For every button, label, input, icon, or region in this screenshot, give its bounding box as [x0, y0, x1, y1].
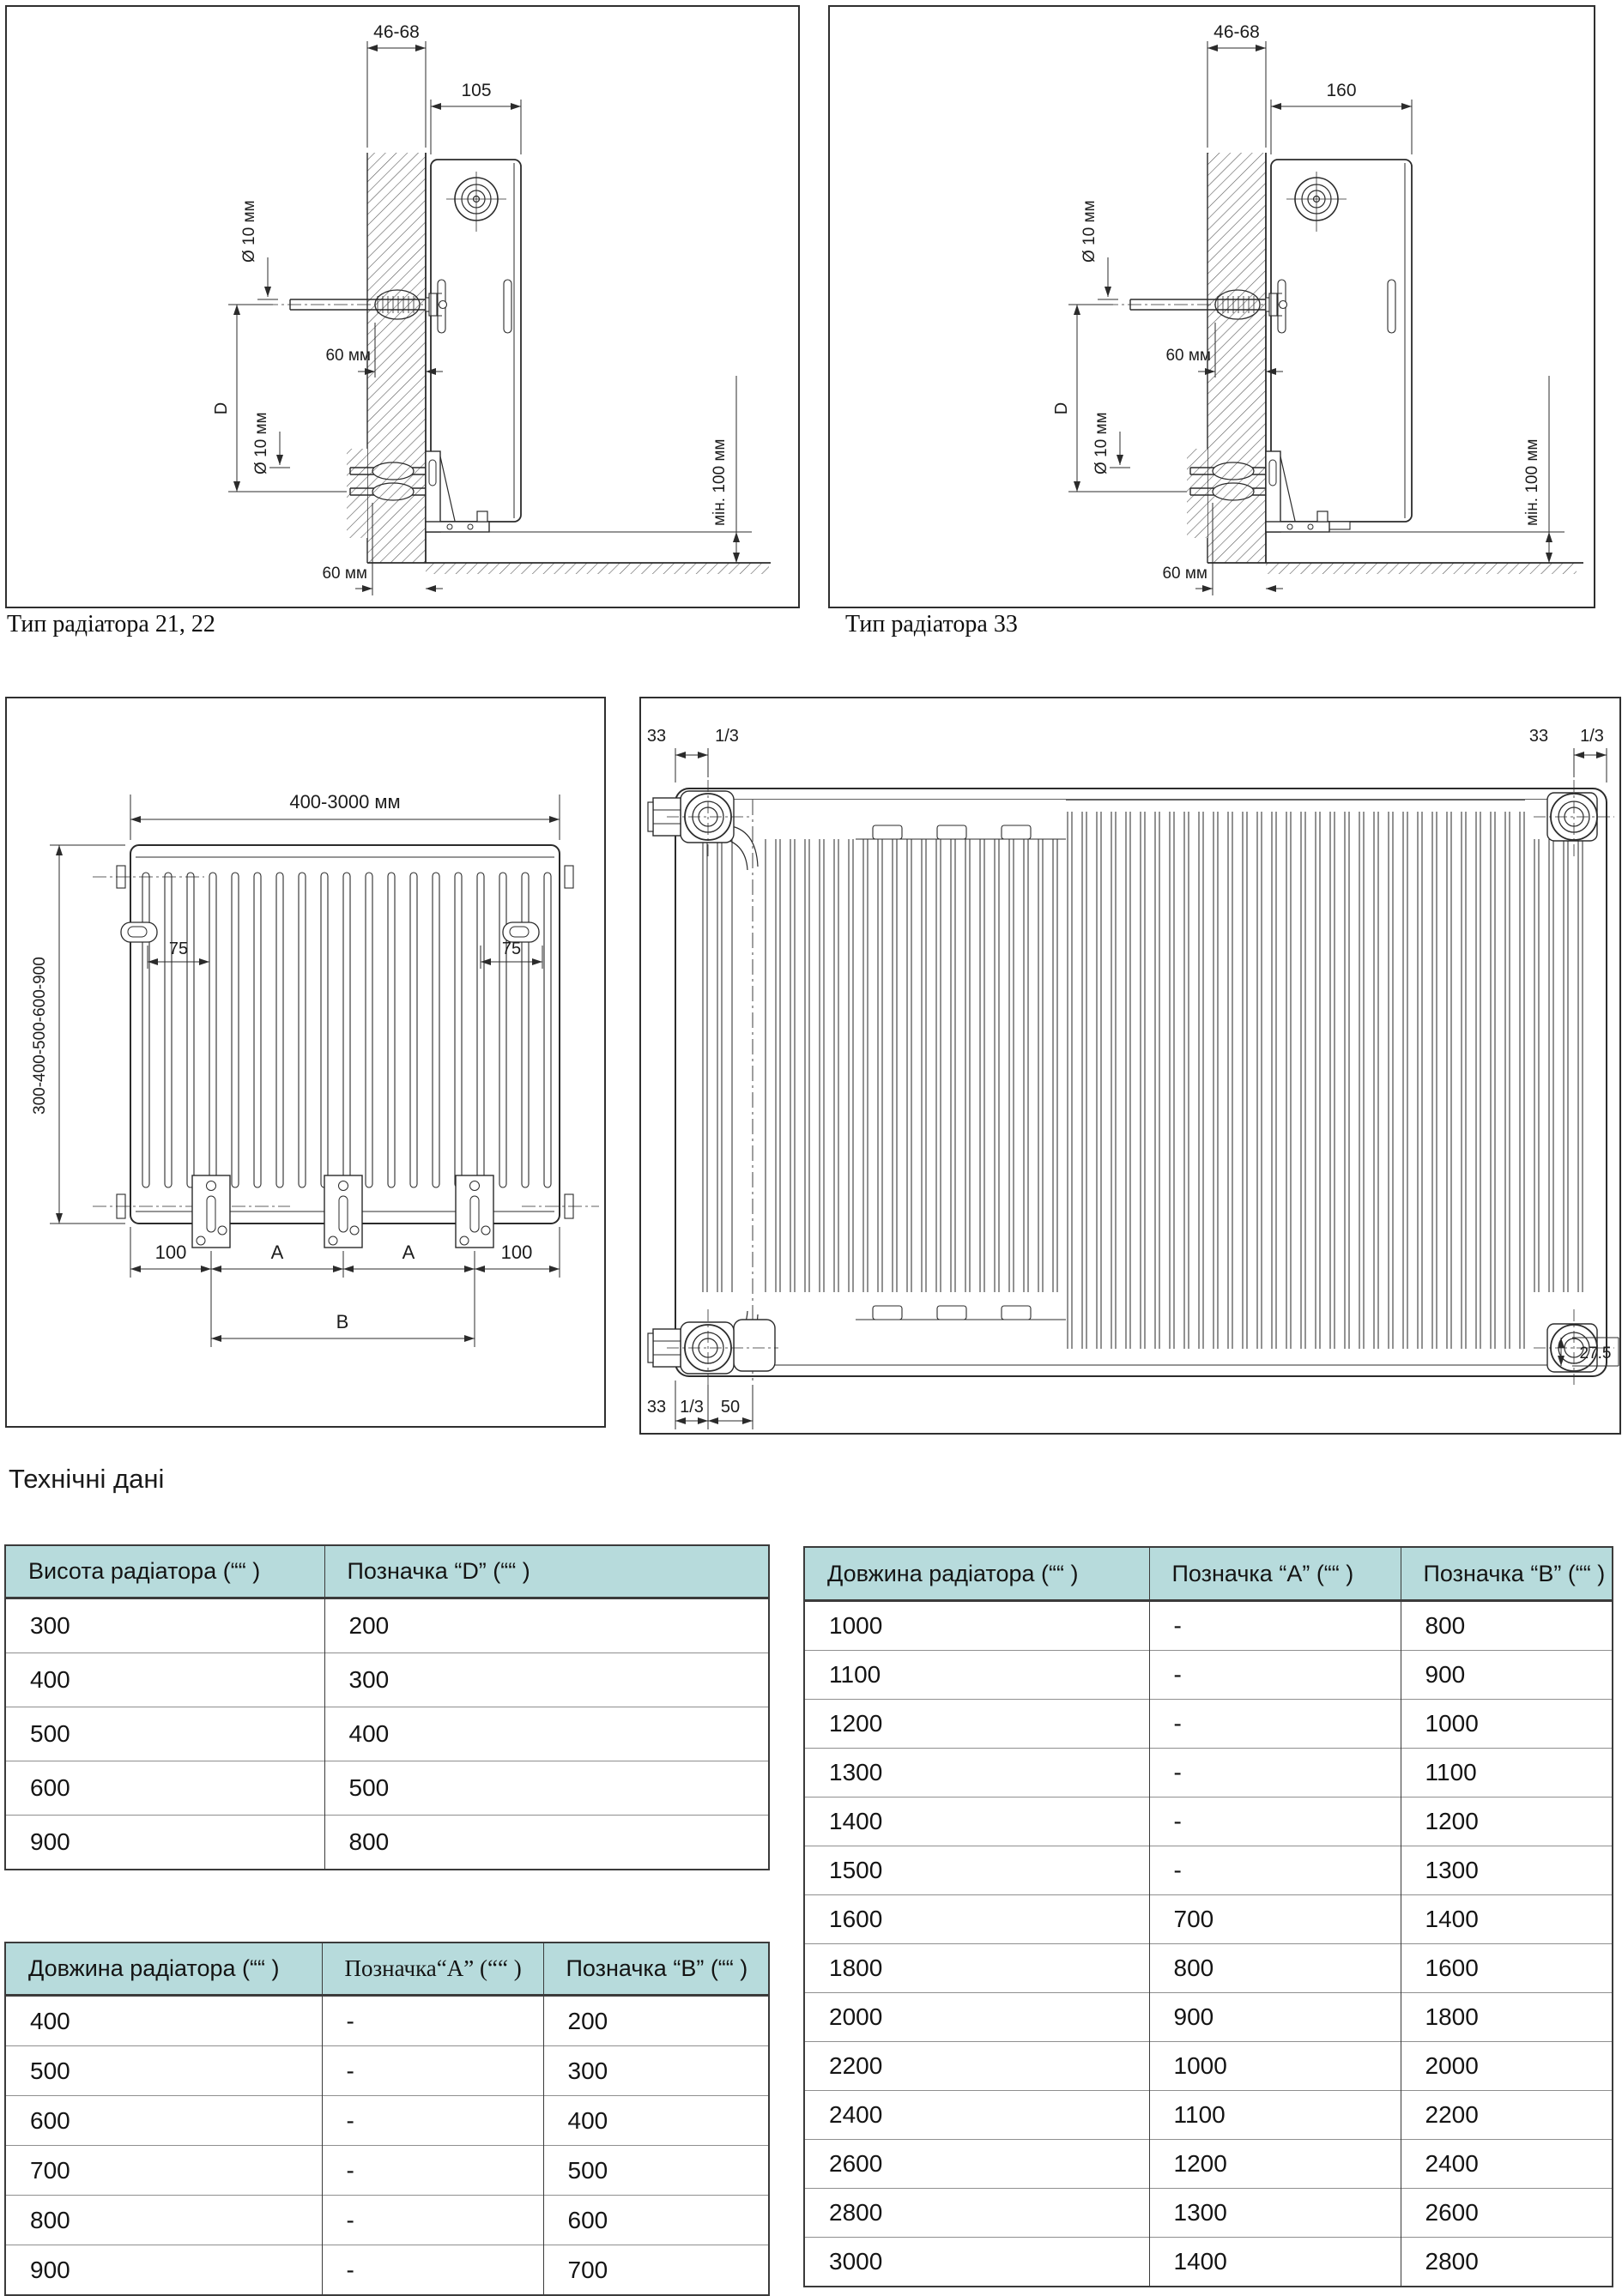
caption-type-21-22: Тип радіатора 21, 22: [7, 611, 215, 637]
table-cell: 1300: [1149, 2189, 1401, 2238]
table-cell: -: [322, 2245, 543, 2296]
table-row: [804, 1944, 1613, 1993]
table-cell: 1200: [1149, 2140, 1401, 2189]
table-row: [804, 1846, 1613, 1895]
table-cell: 600: [5, 1761, 324, 1816]
dim-bracket-right: 75: [501, 940, 522, 958]
dim-edge-right: 100: [500, 1242, 533, 1263]
table-row: [804, 2042, 1613, 2091]
table-row: [5, 1653, 769, 1707]
floor-hatch: [1266, 563, 1577, 574]
table-cell: 400: [324, 1707, 769, 1761]
table-cell: 200: [324, 1598, 769, 1653]
table-header-row: [5, 1943, 769, 1996]
dim-hole-bottom: Ø 10 мм: [1092, 412, 1111, 474]
table-row: [804, 2140, 1613, 2189]
table-row: [804, 2091, 1613, 2140]
dim-edge-left: 100: [154, 1242, 187, 1263]
table-row: [804, 2189, 1613, 2238]
table-cell: 1000: [1401, 1700, 1613, 1749]
table-cell: 300: [5, 1598, 324, 1653]
table-cell: 3000: [804, 2238, 1149, 2287]
table-cell: 1000: [1149, 2042, 1401, 2091]
pipe-stub-top-right: [565, 866, 573, 888]
table-cell: 1200: [804, 1700, 1149, 1749]
table-cell: 2000: [804, 1993, 1149, 2042]
table-cell: 2600: [804, 2140, 1149, 2189]
table-cell: 900: [1149, 1993, 1401, 2042]
table-cell: 1100: [1149, 2091, 1401, 2140]
table-header-row: [804, 1547, 1613, 1601]
table-cell: 1600: [1401, 1944, 1613, 1993]
table-cell: 700: [1149, 1895, 1401, 1944]
dim-bracket-left: 75: [168, 940, 189, 958]
mount-slot-right: [1388, 280, 1395, 333]
table-cell: -: [1149, 1846, 1401, 1895]
front-view-drawing: [7, 698, 604, 1426]
table-radiator-length-small: [4, 1942, 770, 2296]
table-cell: 600: [543, 2196, 769, 2245]
dim-hole-top: Ø 10 мм: [1080, 200, 1098, 263]
table-cell: -: [1149, 1601, 1401, 1651]
dim-length-range: 400-3000 мм: [289, 791, 401, 813]
table-cell: 2800: [1401, 2238, 1613, 2287]
dim-top-left-third: 1/3: [715, 727, 739, 746]
dim-depth: 160: [1326, 81, 1357, 100]
table-cell: 1300: [804, 1749, 1149, 1798]
table-row: [5, 2196, 769, 2245]
dim-hole-top: Ø 10 мм: [240, 200, 258, 263]
side-view-type-21-22-drawing: [7, 7, 798, 607]
table-cell: -: [322, 2146, 543, 2196]
column-header: Позначка “А” (““ ): [1149, 1547, 1401, 1601]
side-view-type-33-drawing: [830, 7, 1594, 607]
table-row: [5, 1816, 769, 1870]
dim-floor-clearance: мін. 100 мм: [1523, 438, 1541, 526]
dim-wall-gap: 46-68: [1213, 22, 1260, 42]
table-cell: 700: [5, 2146, 322, 2196]
table-cell: 900: [5, 2245, 322, 2296]
dim-height-mark: D: [1052, 402, 1071, 415]
dim-span-b: B: [336, 1311, 349, 1332]
figure-front-view: [5, 697, 606, 1428]
section-title: Технічні дані: [9, 1464, 165, 1494]
dim-inset-top: 60 мм: [1165, 347, 1211, 365]
table-row: [804, 1601, 1613, 1651]
dim-depth: 105: [461, 81, 492, 100]
table-row: [5, 1761, 769, 1816]
dim-inset-bottom: 60 мм: [1162, 565, 1207, 583]
radiator-fins: [763, 812, 1589, 1349]
table-row: [5, 2245, 769, 2296]
panel-view-drawing: [641, 698, 1619, 1433]
radiator-body: [1271, 160, 1412, 522]
column-header: Висота радіатора (““ ): [5, 1545, 324, 1598]
dim-span-a2: A: [402, 1242, 415, 1263]
figure-side-view-type-33: [828, 5, 1595, 608]
dim-top-left-33: 33: [646, 727, 667, 746]
table-cell: 500: [5, 1707, 324, 1761]
column-header: Позначка “В” (““ ): [1401, 1547, 1613, 1601]
table-cell: 400: [5, 1996, 322, 2046]
dim-top-right-third: 1/3: [1580, 727, 1604, 746]
dim-span-a1: A: [270, 1242, 284, 1263]
table-cell: 1400: [804, 1798, 1149, 1846]
column-header: Позначка “D” (““ ): [324, 1545, 769, 1598]
table-cell: 2400: [804, 2091, 1149, 2140]
table-cell: 1100: [1401, 1749, 1613, 1798]
table-cell: 500: [5, 2046, 322, 2096]
table-cell: 500: [324, 1761, 769, 1816]
table-row: [804, 2238, 1613, 2287]
dim-height-mark: D: [212, 402, 231, 415]
table-radiator-height: [4, 1544, 770, 1870]
table-cell: 900: [1401, 1651, 1613, 1700]
table-row: [5, 1598, 769, 1653]
floor-hatch: [426, 563, 769, 574]
dim-floor-clearance: мін. 100 мм: [711, 438, 729, 526]
radiator-drain: [1328, 522, 1350, 529]
table-radiator-length-large: [803, 1546, 1613, 2287]
figure-side-view-type-21-22: [5, 5, 800, 608]
wall-hatch: [1207, 153, 1266, 563]
table-cell: 400: [5, 1653, 324, 1707]
table-cell: 2600: [1401, 2189, 1613, 2238]
table-cell: 1300: [1401, 1846, 1613, 1895]
table-cell: 2200: [1401, 2091, 1613, 2140]
dim-inset-top: 60 мм: [325, 347, 371, 365]
table-row: [804, 1700, 1613, 1749]
dim-bottom-left-third: 1/3: [680, 1398, 704, 1417]
dim-bottom-left-50: 50: [720, 1398, 741, 1417]
table-cell: 1800: [1401, 1993, 1613, 2042]
figure-panel-view: [639, 697, 1621, 1435]
dim-bottom-left-33: 33: [646, 1398, 667, 1417]
table-cell: 1400: [1149, 2238, 1401, 2287]
dim-bottom-right-offset: 27.5: [1579, 1344, 1612, 1362]
dim-top-right-33: 33: [1528, 727, 1549, 746]
table-cell: -: [1149, 1749, 1401, 1798]
table-row: [804, 1993, 1613, 2042]
table-row: [804, 1651, 1613, 1700]
table-cell: 400: [543, 2096, 769, 2146]
table-cell: 1200: [1401, 1798, 1613, 1846]
table-cell: -: [322, 1996, 543, 2046]
table-cell: -: [1149, 1798, 1401, 1846]
table-row: [804, 1798, 1613, 1846]
table-row: [5, 1707, 769, 1761]
table-cell: 2000: [1401, 2042, 1613, 2091]
table-cell: 900: [5, 1816, 324, 1870]
dim-height-range: 300-400-500-600-900: [31, 957, 49, 1115]
table-cell: 1800: [804, 1944, 1149, 1993]
table-cell: -: [322, 2046, 543, 2096]
table-cell: 2800: [804, 2189, 1149, 2238]
table-cell: 500: [543, 2146, 769, 2196]
table-cell: 2400: [1401, 2140, 1613, 2189]
table-cell: 300: [324, 1653, 769, 1707]
table-row: [804, 1749, 1613, 1798]
table-row: [5, 2096, 769, 2146]
table-cell: 300: [543, 2046, 769, 2096]
dim-inset-bottom: 60 мм: [322, 565, 367, 583]
table-row: [5, 1996, 769, 2046]
table-row: [5, 2046, 769, 2096]
caption-type-33: Тип радіатора 33: [845, 611, 1018, 637]
table-cell: 1400: [1401, 1895, 1613, 1944]
table-cell: 600: [5, 2096, 322, 2146]
column-header: Позначка“А” (““ ): [322, 1943, 543, 1996]
table-cell: 2200: [804, 2042, 1149, 2091]
radiator-fins-left: [694, 812, 734, 1349]
table-cell: -: [1149, 1700, 1401, 1749]
table-cell: 800: [1401, 1601, 1613, 1651]
table-cell: 200: [543, 1996, 769, 2046]
table-row: [5, 2146, 769, 2196]
table-cell: 800: [1149, 1944, 1401, 1993]
column-header: Довжина радіатора (““ ): [804, 1547, 1149, 1601]
mount-slot-right: [504, 280, 511, 333]
table-cell: -: [322, 2196, 543, 2245]
table-cell: 800: [5, 2196, 322, 2245]
wall-hatch: [367, 153, 426, 563]
table-cell: 700: [543, 2245, 769, 2296]
table-cell: -: [1149, 1651, 1401, 1700]
table-cell: -: [322, 2096, 543, 2146]
table-cell: 1600: [804, 1895, 1149, 1944]
dim-hole-bottom: Ø 10 мм: [252, 412, 270, 474]
column-header: Довжина радіатора (““ ): [5, 1943, 322, 1996]
dim-wall-gap: 46-68: [373, 22, 420, 42]
wall-bracket-left: [121, 922, 157, 942]
table-header-row: [5, 1545, 769, 1598]
table-cell: 1500: [804, 1846, 1149, 1895]
column-header: Позначка “В” (““ ): [543, 1943, 769, 1996]
table-cell: 1100: [804, 1651, 1149, 1700]
table-cell: 1000: [804, 1601, 1149, 1651]
table-row: [804, 1895, 1613, 1944]
table-cell: 800: [324, 1816, 769, 1870]
